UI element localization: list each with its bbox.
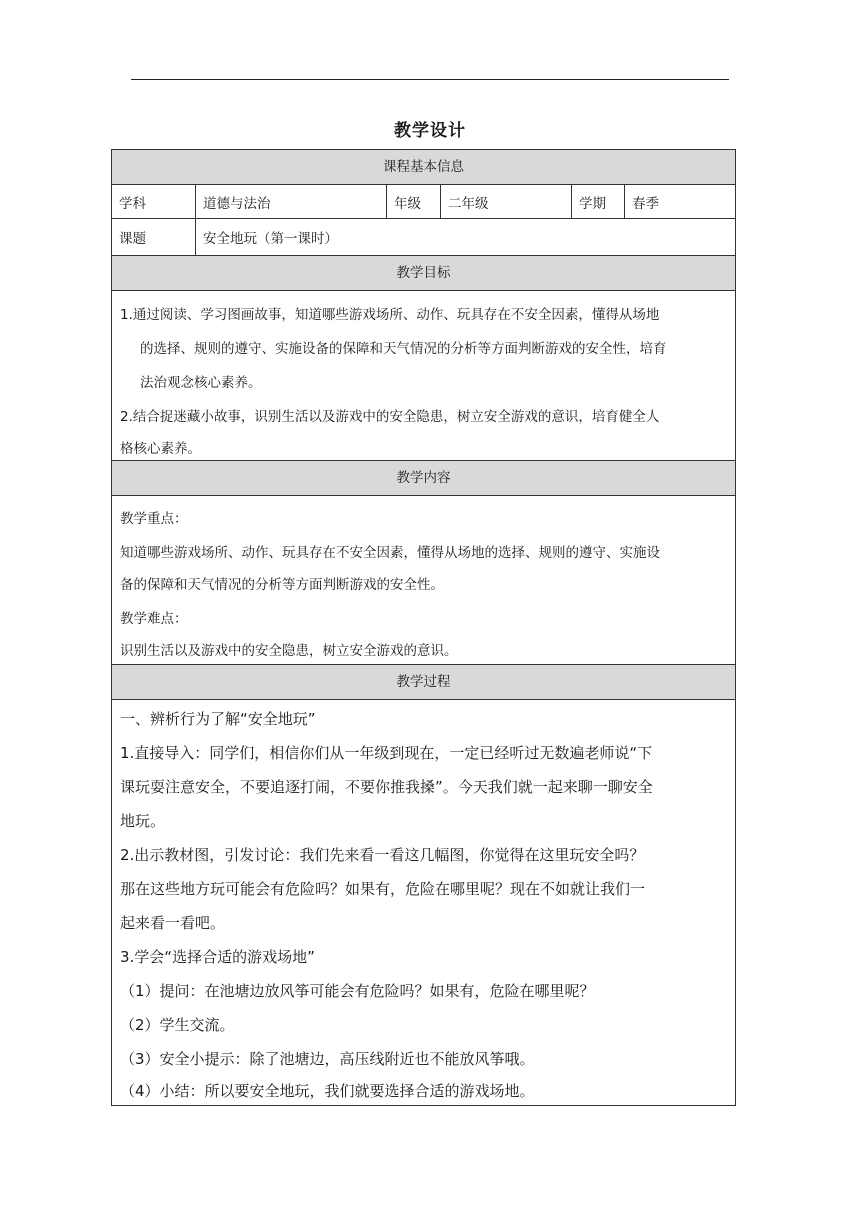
process-line: 2.出示教材图，引发讨论：我们先来看一看这几幅图，你觉得在这里玩安全吗？ xyxy=(120,846,645,864)
topic-row xyxy=(112,219,735,256)
process-body xyxy=(112,700,735,1105)
objective-line: 法治观念核心素养。 xyxy=(140,375,262,391)
content-line: 备的保障和天气情况的分析等方面判断游戏的安全性。 xyxy=(120,577,444,593)
objective-line: 2.结合捉迷藏小故事，识别生活以及游戏中的安全隐患，树立安全游戏的意识，培育健全人 xyxy=(120,409,660,425)
header-rule xyxy=(131,79,729,80)
process-line: （1）提问：在池塘边放风筝可能会有危险吗？如果有，危险在哪里呢？ xyxy=(120,982,595,1000)
basic-info-title: 课程基本信息 xyxy=(383,159,464,175)
content-line: 识别生活以及游戏中的安全隐患，树立安全游戏的意识。 xyxy=(120,643,458,659)
grade-value: 二年级 xyxy=(440,185,571,218)
basic-info-header xyxy=(112,150,735,185)
content-title: 教学内容 xyxy=(396,470,451,486)
subject-value: 道德与法治 xyxy=(195,185,386,218)
objectives-header xyxy=(112,256,735,291)
topic-label: 课题 xyxy=(119,231,146,247)
document-title: 教学设计 xyxy=(394,121,466,141)
subject-label: 学科 xyxy=(119,195,146,212)
process-line: （2）学生交流。 xyxy=(120,1016,235,1034)
content-body xyxy=(112,496,735,665)
objectives-body xyxy=(112,291,735,461)
process-header xyxy=(112,665,735,700)
basic-info-row xyxy=(112,185,735,219)
content-header xyxy=(112,461,735,496)
term-label: 学期 xyxy=(571,185,624,218)
objective-line: 格核心素养。 xyxy=(120,441,201,457)
process-title: 教学过程 xyxy=(396,674,451,690)
process-line: 课玩耍注意安全，不要追逐打闹，不要你推我搡”。今天我们就一起来聊一聊安全 xyxy=(120,778,653,796)
objective-line: 的选择、规则的遵守、实施设备的保障和天气情况的分析等方面判断游戏的安全性，培育 xyxy=(140,341,667,357)
process-line: 那在这些地方玩可能会有危险吗？如果有，危险在哪里呢？现在不如就让我们一 xyxy=(120,880,646,898)
objectives-title: 教学目标 xyxy=(396,265,451,281)
process-line: （4）小结：所以要安全地玩，我们就要选择合适的游戏场地。 xyxy=(120,1082,535,1100)
process-line: 地玩。 xyxy=(120,812,166,830)
topic-value: 安全地玩（第一课时） xyxy=(195,219,735,255)
objective-line: 1.通过阅读、学习图画故事，知道哪些游戏场所、动作、玩具存在不安全因素，懂得从场地 xyxy=(120,307,660,323)
term-value: 春季 xyxy=(624,185,735,218)
process-line: 起来看一看吧。 xyxy=(120,914,226,932)
content-line: 知道哪些游戏场所、动作、玩具存在不安全因素，懂得从场地的选择、规则的遵守、实施设 xyxy=(120,545,660,561)
process-line: 3.学会“选择合适的游戏场地” xyxy=(120,948,315,966)
difficulty-heading: 教学难点： xyxy=(120,611,188,627)
lesson-plan-table xyxy=(111,149,736,1106)
process-section-heading: 一、辨析行为了解“安全地玩” xyxy=(120,710,316,728)
key-point-heading: 教学重点： xyxy=(120,511,188,527)
process-line: （3）安全小提示：除了池塘边，高压线附近也不能放风筝哦。 xyxy=(120,1050,535,1068)
process-line: 1.直接导入：同学们，相信你们从一年级到现在，一定已经听过无数遍老师说“下 xyxy=(120,744,653,762)
grade-label: 年级 xyxy=(386,185,440,218)
